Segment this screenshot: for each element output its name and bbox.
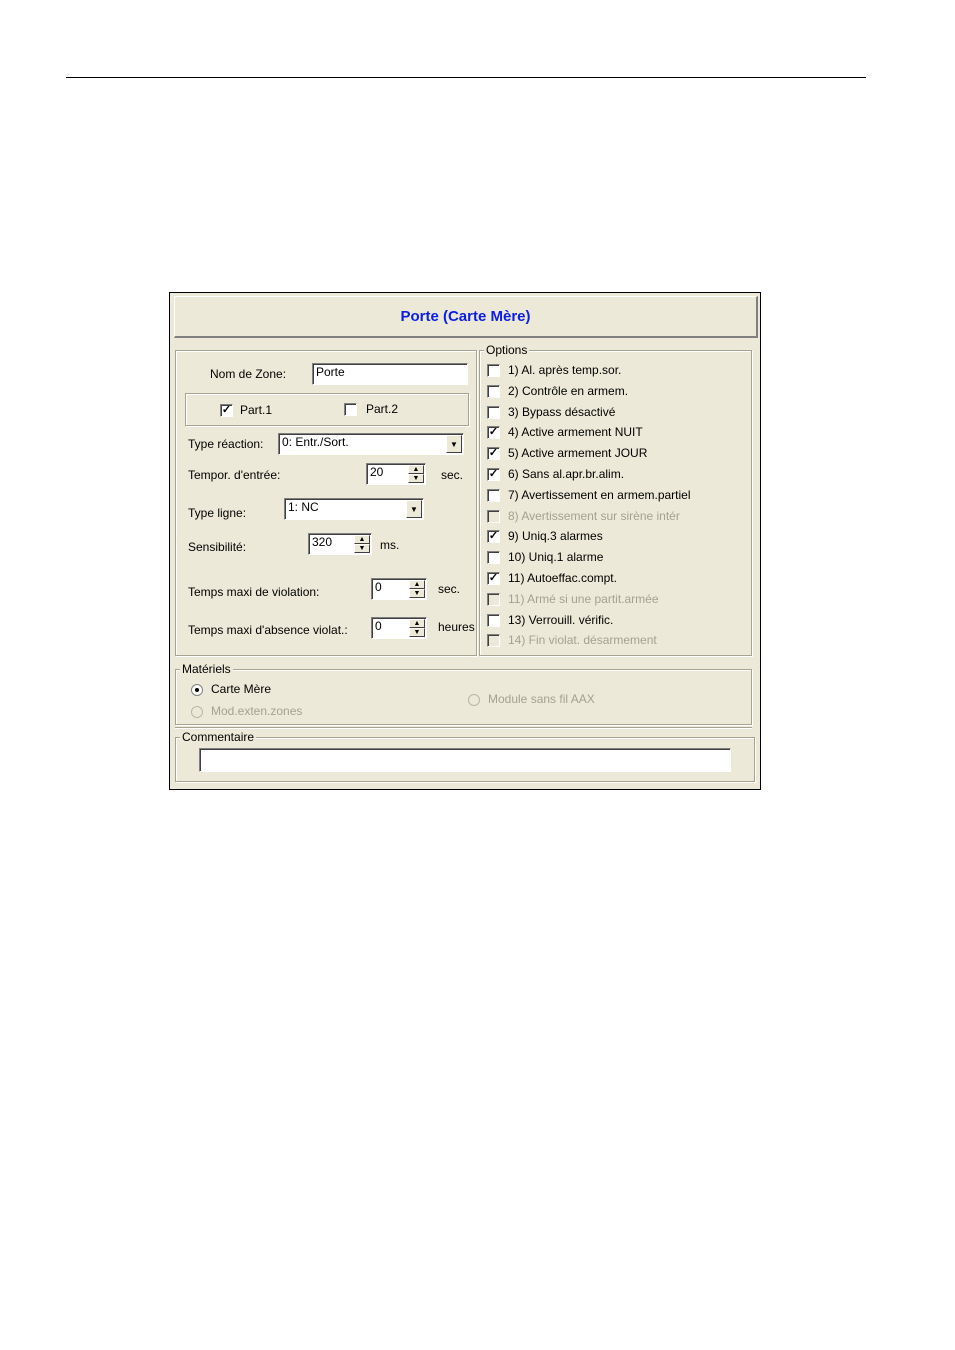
entry-delay-label: Tempor. d'entrée: <box>188 468 281 482</box>
hardware-title: Matériels <box>182 662 231 676</box>
comment-group <box>175 730 755 782</box>
zone-name-input[interactable]: Porte <box>312 363 468 385</box>
option-2-label: 2) Contrôle en armem. <box>508 383 629 398</box>
max-violation-label: Temps maxi de violation: <box>188 585 320 599</box>
option-10-checkbox[interactable] <box>487 551 500 564</box>
page-top-rule <box>66 77 866 78</box>
part2-label: Part.2 <box>366 402 399 416</box>
option-5-label: 5) Active armement JOUR <box>508 446 648 461</box>
option-12-checkbox[interactable] <box>487 593 500 606</box>
wireless-radio[interactable] <box>468 694 480 706</box>
sensitivity-unit: ms. <box>380 538 400 552</box>
option-11-checkbox[interactable]: ✓ <box>488 572 499 584</box>
option-6-label: 6) Sans al.apr.br.alim. <box>508 467 625 481</box>
option-4-checkbox[interactable]: ✓ <box>488 426 499 439</box>
option-1-checkbox[interactable] <box>487 364 500 377</box>
part1-label: Part.1 <box>240 403 273 417</box>
reaction-type-value: 0: Entr./Sort. <box>282 435 349 449</box>
line-type-select[interactable] <box>284 498 424 520</box>
option-2-checkbox[interactable] <box>487 385 500 398</box>
option-14-label: 14) Fin violat. désarmement <box>508 633 657 648</box>
option-9-checkbox[interactable]: ✓ <box>488 530 499 543</box>
option-3-checkbox[interactable] <box>487 406 500 419</box>
reaction-type-select[interactable] <box>278 433 464 455</box>
option-9-label: 9) Uniq.3 alarmes <box>508 529 603 544</box>
main-board-label: Carte Mère <box>211 682 272 696</box>
zone-settings-dialog <box>169 292 761 790</box>
spin-arrows-icon[interactable]: ▲ ▼ <box>354 535 370 553</box>
options-group <box>479 343 752 656</box>
options-title: Options <box>486 343 528 357</box>
zone-params-group <box>175 350 477 656</box>
option-10-label: 10) Uniq.1 alarme <box>508 550 604 565</box>
partitions-box <box>185 393 469 426</box>
line-type-label: Type ligne: <box>188 506 247 520</box>
wireless-label: Module sans fil AAX <box>488 692 595 706</box>
main-board-radio[interactable] <box>191 684 203 696</box>
max-absence-stepper[interactable] <box>371 617 427 639</box>
zone-name-label: Nom de Zone: <box>210 367 287 381</box>
option-11-label: 11) Autoeffac.compt. <box>508 571 617 585</box>
max-violation-stepper[interactable] <box>371 578 427 600</box>
option-5-checkbox[interactable]: ✓ <box>488 447 499 460</box>
chevron-down-icon[interactable]: ▼ <box>406 500 422 518</box>
separator <box>175 727 752 728</box>
option-4-label: 4) Active armement NUIT <box>508 425 643 440</box>
entry-delay-unit: sec. <box>441 468 464 482</box>
entry-delay-stepper[interactable] <box>366 463 426 485</box>
sensitivity-value: 320 <box>312 535 333 549</box>
option-7-checkbox[interactable] <box>487 489 500 502</box>
expander-label: Mod.exten.zones <box>211 704 303 718</box>
option-12-label: 11) Armé si une partit.armée <box>508 591 659 606</box>
comment-input[interactable] <box>199 748 731 772</box>
dialog-title: Porte (Carte Mère) <box>174 296 758 338</box>
option-8-label: 8) Avertissement sur sirène intér <box>508 508 680 523</box>
max-absence-value: 0 <box>375 619 382 633</box>
expander-radio[interactable] <box>191 706 203 718</box>
option-13-label: 13) Verrouill. vérific. <box>508 612 614 627</box>
max-absence-label: Temps maxi d'absence violat.: <box>188 623 348 637</box>
option-1-label: 1) Al. après temp.sor. <box>508 363 622 377</box>
option-8-checkbox[interactable] <box>487 510 500 523</box>
reaction-type-label: Type réaction: <box>188 437 264 451</box>
part2-checkbox[interactable] <box>344 403 357 416</box>
part1-checkbox[interactable]: ✓ <box>221 404 232 416</box>
option-13-checkbox[interactable] <box>487 614 500 627</box>
spin-arrows-icon[interactable]: ▲ ▼ <box>408 465 424 483</box>
max-absence-unit: heures <box>438 620 475 634</box>
max-violation-unit: sec. <box>438 582 461 596</box>
line-type-value: 1: NC <box>288 500 319 514</box>
option-3-label: 3) Bypass désactivé <box>508 404 616 419</box>
max-violation-value: 0 <box>375 580 382 594</box>
sensitivity-stepper[interactable] <box>308 533 372 555</box>
option-7-label: 7) Avertissement en armem.partiel <box>508 487 691 502</box>
spin-arrows-icon[interactable]: ▲ ▼ <box>409 580 425 598</box>
hardware-group <box>175 662 752 725</box>
comment-title: Commentaire <box>182 730 255 744</box>
chevron-down-icon[interactable]: ▼ <box>446 435 462 453</box>
spin-arrows-icon[interactable]: ▲ ▼ <box>409 619 425 637</box>
option-14-checkbox[interactable] <box>487 634 500 647</box>
option-6-checkbox[interactable]: ✓ <box>488 468 499 480</box>
entry-delay-value: 20 <box>370 465 384 479</box>
sensitivity-label: Sensibilité: <box>188 540 247 554</box>
